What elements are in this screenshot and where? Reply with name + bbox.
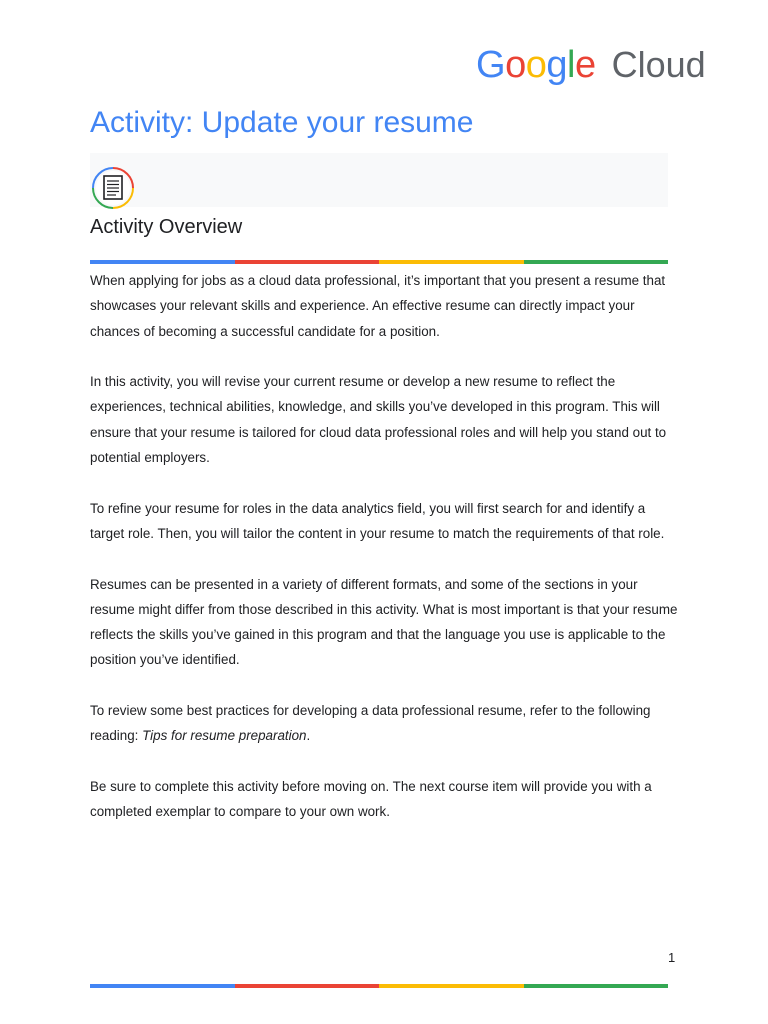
reading-paragraph (90, 698, 680, 749)
icon-band (90, 153, 668, 207)
paragraph: When applying for jobs as a cloud data professional, it’s important that you present a resume that showcases your relevant skills and experience. An effective resume can directly impact your chances of becoming a successful candidate for a position. (90, 273, 666, 339)
color-divider-top (90, 260, 668, 264)
body-text (90, 268, 680, 850)
paragraph: To refine your resume for roles in the data analytics field, you will first search for and identify a target role. Then, you will tailor the content in your resume to match the requirements of that role. (90, 500, 665, 541)
divider-segment-blue (90, 984, 235, 988)
section-heading: Activity Overview (90, 216, 243, 238)
logo-letter: e (574, 44, 596, 86)
reading-link[interactable]: Tips for resume preparation (142, 728, 307, 744)
divider-segment-blue (90, 260, 235, 264)
closing-paragraph: Be sure to complete this activity before moving on. The next course item will provide you with a completed exemplar to compare to your own work. (90, 778, 652, 820)
divider-segment-green (524, 260, 669, 264)
logo-letter: o (505, 44, 526, 86)
divider-segment-red (235, 260, 380, 264)
paragraph: Resumes can be presented in a variety of different formats, and some of the sections in your resume might differ from those described in this activity. What is most important is that your resume reflects the skills you’ve gained in this program and that the language you use is applicable to the position you’ve identified. (90, 576, 678, 668)
google-wordmark (476, 44, 606, 86)
cloud-wordmark: Cloud (611, 44, 706, 85)
reading-prefix: To review some best practices for developing a data professional resume, refer to the following reading: (90, 703, 651, 744)
document-icon (90, 165, 136, 211)
divider-segment-yellow (379, 984, 524, 988)
color-divider-bottom (90, 984, 668, 988)
google-cloud-logo (476, 44, 706, 94)
reading-suffix: . (306, 728, 311, 744)
logo-letter: o (525, 44, 547, 86)
logo-letter: l (566, 44, 575, 86)
logo-letter: G (476, 44, 506, 86)
divider-segment-yellow (379, 260, 524, 264)
paragraph: In this activity, you will revise your current resume or develop a new resume to reflect the experiences, technical abilities, knowledge, and skills you’ve developed in this program. This will ensure that your resume is tailored for cloud data professional roles and will help you stand out to potential employers. (90, 374, 667, 466)
page-number: 1 (668, 950, 676, 965)
page-title: Activity: Update your resume (90, 106, 474, 139)
divider-segment-red (235, 984, 380, 988)
divider-segment-green (524, 984, 669, 988)
logo-letter: g (546, 44, 567, 86)
